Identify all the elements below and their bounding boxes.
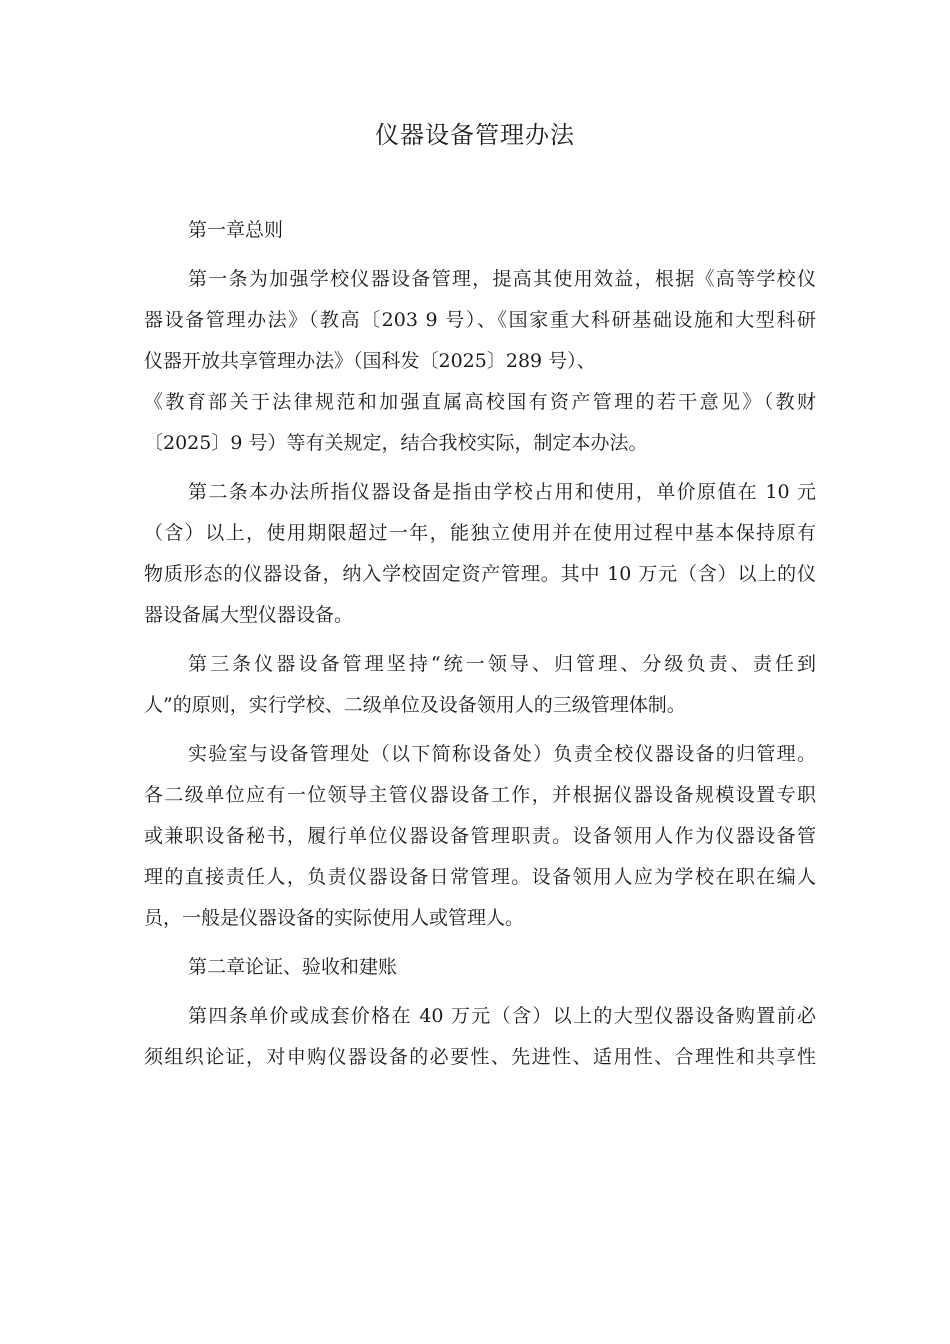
article-1-line: 器设备管理办法》（教高〔203 9 号）、《国家重大科研基础设施和大型科研 <box>144 309 816 331</box>
article-1-line: 仪器开放共享管理办法》（国科发〔2025〕289 号）、 <box>144 350 596 372</box>
article-1-line: 《教育部关于法律规范和加强直属高校国有资产管理的若干意见》（教财 <box>144 391 816 413</box>
paragraph-line: 理的直接责任人，负责仪器设备日常管理。设备领用人应为学校在职在编人 <box>144 866 816 888</box>
article-1-line: 第一条为加强学校仪器设备管理，提高其使用效益，根据《高等学校仪 <box>188 268 816 290</box>
paragraph-line: 员，一般是仪器设备的实际使用人或管理人。 <box>144 907 525 929</box>
chapter-heading-1: 第一章总则 <box>188 219 284 241</box>
chapter-heading-2: 第二章论证、验收和建账 <box>188 956 398 978</box>
paragraph-line: 或兼职设备秘书，履行单位仪器设备管理职责。设备领用人作为仪器设备管 <box>144 825 816 847</box>
article-2-line: 器设备属大型仪器设备。 <box>144 604 354 626</box>
article-3-line: 第三条仪器设备管理坚持“统一领导、归管理、分级负责、责任到 <box>188 653 816 675</box>
document-title: 仪器设备管理办法 <box>375 121 575 149</box>
document-body <box>144 210 816 1078</box>
article-4-line: 第四条单价或成套价格在 40 万元（含）以上的大型仪器设备购置前必 <box>188 1005 816 1027</box>
article-1-line: 〔2025〕9 号）等有关规定，结合我校实际，制定本办法。 <box>144 432 648 454</box>
article-2-line: 物质形态的仪器设备，纳入学校固定资产管理。其中 10 万元（含）以上的仪 <box>144 563 816 585</box>
article-3-line: 人”的原则，实行学校、二级单位及设备领用人的三级管理体制。 <box>144 694 686 716</box>
article-2-line: 第二条本办法所指仪器设备是指由学校占用和使用，单价原值在 10 元 <box>188 481 816 503</box>
article-2-line: （含）以上，使用期限超过一年，能独立使用并在使用过程中基本保持原有 <box>144 522 816 544</box>
article-4-line: 须组织论证，对申购仪器设备的必要性、先进性、适用性、合理性和共享性 <box>144 1046 816 1068</box>
paragraph-line: 各二级单位应有一位领导主管仪器设备工作，并根据仪器设备规模设置专职 <box>144 784 816 806</box>
paragraph-line: 实验室与设备管理处（以下简称设备处）负责全校仪器设备的归管理。 <box>188 743 816 765</box>
